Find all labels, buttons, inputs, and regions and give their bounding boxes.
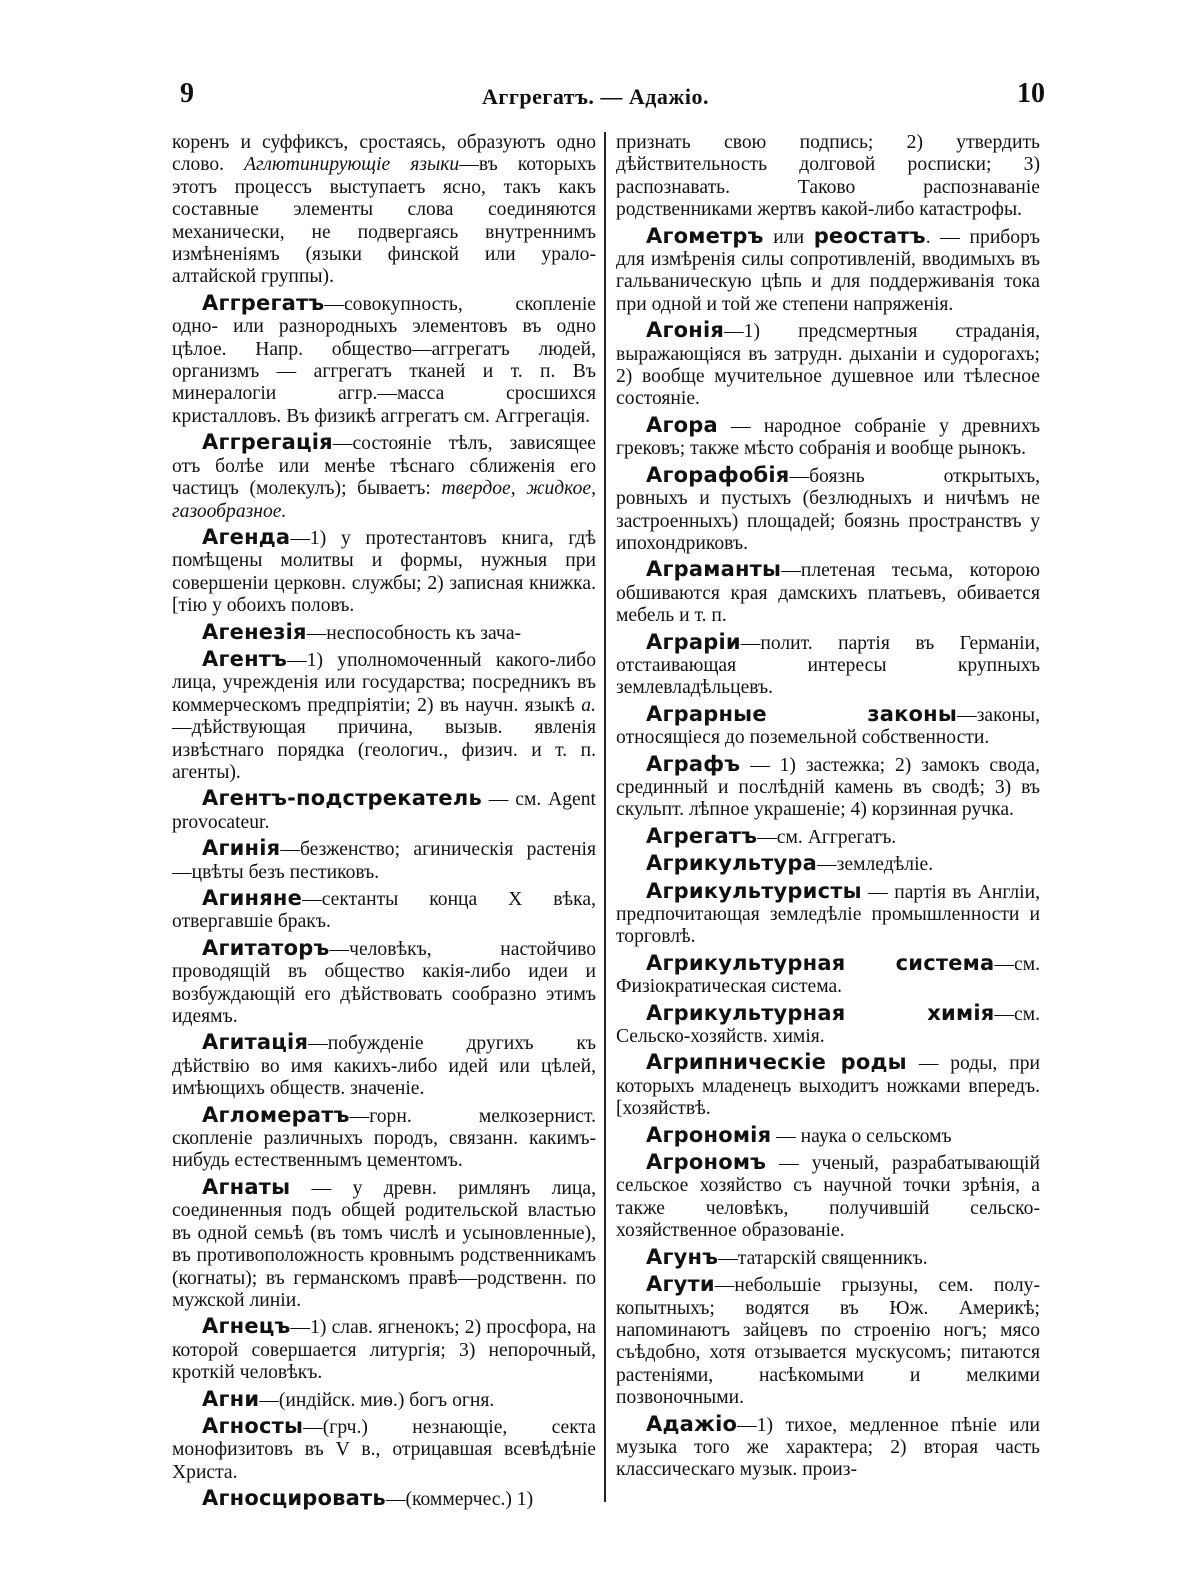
dictionary-entry bbox=[616, 464, 1040, 556]
running-title: Аггрегатъ. — Адажіо. bbox=[481, 84, 709, 109]
intro-rest: —въ которыхъ этотъ процессъ выступаетъ ясно, такъ какъ составные элементы слова соединяются механически, не подвергаясь внутреннимъ измѣненіямъ (языки финской или урало-алтайской группы). bbox=[172, 154, 596, 288]
dictionary-entry bbox=[172, 1176, 596, 1312]
entry-headword: Агнецъ bbox=[202, 1314, 291, 1339]
dictionary-entry bbox=[172, 1487, 596, 1511]
dictionary-entry bbox=[616, 1051, 1040, 1120]
dictionary-entry bbox=[616, 1413, 1040, 1482]
entry-definition: — партія въ Англіи, предпочитающая земледѣліе промышленности и торговлѣ. bbox=[616, 881, 1040, 948]
entry-definition: —плетеная тесьма, которою обшиваются края дамскихъ платьевъ, обивается мебель и т. п. bbox=[616, 560, 1040, 627]
dictionary-entry bbox=[172, 1315, 596, 1384]
entry-headword: Агитація bbox=[202, 1030, 309, 1055]
entry-headword: Агентъ-подстрекатель bbox=[202, 786, 482, 811]
entry-definition: —земледѣліе. bbox=[817, 854, 934, 876]
dictionary-entry bbox=[616, 1246, 1040, 1270]
column-divider bbox=[604, 132, 606, 1502]
entry-definition: — у древн. римлянъ лица, соединенныя подъ общей родительской властью въ одной семьѣ (въ томъ числѣ и усыновленные), въ противоположность кровнымъ родственникамъ (когнаты); въ германскомъ правѣ—родственн. по мужской линіи. bbox=[172, 1177, 596, 1311]
entry-headword: Аграманты bbox=[646, 557, 782, 582]
dictionary-entry bbox=[616, 558, 1040, 627]
entry-headword: Агентъ bbox=[202, 646, 288, 671]
dictionary-entry bbox=[172, 1388, 596, 1412]
dictionary-entry bbox=[616, 1151, 1040, 1243]
entry-headword: Аггрегація bbox=[202, 430, 333, 455]
dictionary-entry bbox=[172, 431, 596, 523]
entry-definition: —человѣкъ, настойчиво проводящій въ общество какія-либо идеи и возбуждающій его дѣйствовать сообразно этимъ идеямъ. bbox=[172, 938, 596, 1028]
intro-text: признать свою подпись; 2) утвердить дѣйствительность долговой росписки; 3) распознавать. Таково распознаваніе родственниками жертвъ какой-либо катастрофы. bbox=[616, 132, 1040, 221]
entry-definition: —побужденіе другихъ къ дѣйствію во имя какихъ-либо идей или цѣлей, имѣющихъ обществ. значеніе. bbox=[172, 1033, 596, 1100]
entry-headword: Агорафобія bbox=[646, 462, 790, 487]
entry-definition: —полит. партія въ Германіи, отстаивающая интересы крупныхъ землевладѣльцевъ. bbox=[616, 632, 1040, 699]
left-column bbox=[172, 132, 596, 1515]
entry-italic: а. bbox=[581, 694, 596, 716]
entry-headword: Аггрегатъ bbox=[202, 290, 325, 315]
entry-headword: Агрегатъ bbox=[646, 823, 758, 848]
dictionary-entry bbox=[172, 887, 596, 934]
entry-definition: —сектанты конца X вѣка, отвергавшіе бракъ. bbox=[172, 889, 596, 933]
dictionary-entry bbox=[616, 825, 1040, 849]
entry-definition: — см. Agent provocateur. bbox=[172, 789, 596, 833]
entry-headword: Агинія bbox=[202, 836, 281, 861]
entry-definition: —боязнь открытыхъ, ровныхъ и пустыхъ (безлюдныхъ и ничѣмъ не застроенныхъ) площадей; боязнь пространствъ у ипохондриковъ. bbox=[616, 465, 1040, 554]
dictionary-entry bbox=[172, 1104, 596, 1173]
entry-definition: —состояніе тѣлъ, зависящее отъ болѣе или менѣе тѣснаго сближенія его частицъ (молекулъ); бываетъ: bbox=[172, 433, 596, 500]
entry-definition: —1) уполномоченный какого-либо лица, учрежденія или государства; посредникъ въ коммерческомъ предпріятіи; 2) въ научн. языкѣ bbox=[172, 649, 596, 716]
entry-headword: Агносты bbox=[202, 1413, 304, 1438]
dictionary-entry bbox=[172, 1031, 596, 1100]
dictionary-entry bbox=[616, 319, 1040, 411]
entry-definition: . — приборъ для измѣренія силы сопротивленій, вводимыхъ въ гальваническую цѣпь и для поддерживанія тока при одной и той же степени напряженія. bbox=[616, 226, 1040, 315]
entry-headword: Агрикультура bbox=[646, 851, 818, 876]
dictionary-entry bbox=[172, 526, 596, 618]
page-number-left: 9 bbox=[180, 78, 194, 109]
entry-headword: Агрономъ bbox=[646, 1150, 767, 1175]
dictionary-entry bbox=[172, 787, 596, 834]
entry-headword: Агносцировать bbox=[202, 1486, 386, 1511]
entry-headword: Адажіо bbox=[646, 1411, 738, 1436]
entry-headword: Агрикультуристы bbox=[646, 878, 862, 903]
entry-headword: Агора bbox=[646, 412, 718, 437]
dictionary-entry bbox=[172, 837, 596, 884]
entry-headword: Агрипническіе роды bbox=[646, 1050, 907, 1075]
continuation-paragraph bbox=[616, 132, 1040, 222]
page-number-right: 10 bbox=[1017, 78, 1045, 109]
entry-definition: —1) предсмертныя страданія, выражающіяся въ затрудн. дыханіи и судорогахъ; 2) вообще мучительное душевное или тѣлесное состояніе. bbox=[616, 321, 1040, 410]
dictionary-entry bbox=[172, 937, 596, 1029]
entry-definition: —(коммерчес.) 1) bbox=[385, 1489, 534, 1511]
entry-headword: Агнаты bbox=[202, 1174, 291, 1199]
entry-headword: Агонія bbox=[646, 318, 725, 343]
dictionary-entry bbox=[172, 292, 596, 428]
entry-definition: —1) у протестантовъ книга, гдѣ помѣщены молитвы и формы, нужныя при совершеніи церковн. службы; 2) записная книжка. [тію у обоихъ половъ. bbox=[172, 527, 596, 617]
entry-headword: Агиняне bbox=[202, 886, 303, 910]
entry-definition: — народное собраніе у древнихъ грековъ; также мѣсто собранія и вообще рынокъ. bbox=[616, 415, 1040, 460]
dictionary-entry bbox=[172, 1415, 596, 1484]
entry-headword: Агитаторъ bbox=[202, 935, 330, 960]
entry-definition: —законы, относящіеся до поземельной собственности. bbox=[616, 704, 1040, 749]
intro-text: коренъ и суффиксъ, сростаясь, образуютъ одно слово. bbox=[172, 132, 596, 176]
entry-definition-cont: —дѣйствующая причина, вызыв. явленія извѣстнаго порядка (геологич., физич. и т. п. агенты). bbox=[172, 717, 596, 783]
dictionary-entry bbox=[616, 1124, 1040, 1148]
intro-italic: Аглютинирующіе языки bbox=[244, 154, 460, 176]
entry-definition: — наука о сельскомъ bbox=[771, 1125, 952, 1147]
entry-definition: —см. Сельско-хозяйств. химія. bbox=[616, 1003, 1040, 1048]
entry-headword: Агрономія bbox=[646, 1122, 772, 1147]
entry-headword: Аграфъ bbox=[646, 751, 741, 776]
entry-headword: Агломератъ bbox=[202, 1102, 350, 1127]
entry-definition: —1) тихое, медленное пѣніе или музыка того же характера; 2) вторая часть классическаго музык. произ- bbox=[616, 1414, 1040, 1481]
entry-italic: твердое, жидкое, газообразное. bbox=[172, 478, 596, 522]
entry-definition: —неспособность къ зача- bbox=[306, 622, 522, 644]
entry-definition: —безженство; агиническія растенія—цвѣты безъ пестиковъ. bbox=[172, 839, 596, 883]
entry-definition: —небольшіе грызуны, сем. полу-копытныхъ; водятся въ Юж. Америкѣ; напоминаютъ зайцевъ по строенію ногъ; мясо съѣдобно, хотя отзывается мускусомъ; питаются растеніями, насѣкомыми и мелкими позвоночными. bbox=[616, 1275, 1040, 1409]
dictionary-entry bbox=[616, 952, 1040, 999]
dictionary-entry bbox=[616, 703, 1040, 750]
dictionary-entry bbox=[616, 631, 1040, 700]
entry-connector: или bbox=[763, 226, 814, 248]
dictionary-entry bbox=[616, 852, 1040, 876]
entry-headword: Агенезія bbox=[202, 619, 307, 644]
dictionary-entry bbox=[172, 648, 596, 784]
right-column bbox=[616, 132, 1040, 1485]
dictionary-entry bbox=[616, 225, 1040, 317]
dictionary-entry bbox=[616, 1273, 1040, 1409]
entry-definition: — роды, при которыхъ младенецъ выходитъ ножками впередъ. [хозяйствѣ. bbox=[616, 1053, 1040, 1120]
page-header bbox=[0, 72, 1191, 112]
dictionary-entry bbox=[172, 621, 596, 645]
entry-definition: —совокупность, скопленіе одно- или разнородныхъ элементовъ въ одно цѣлое. Напр. общество—аггрегатъ людей, организмъ — аггрегатъ тканей и т. п. Въ минералогіи аггр.—масса сросшихся кристалловъ. Въ физикѣ аггрегатъ см. Аггрегація. bbox=[172, 293, 596, 427]
entry-definition: —1) слав. ягненокъ; 2) просфора, на которой совершается литургія; 3) непорочный, кроткій человѣкъ. bbox=[172, 1317, 596, 1384]
entry-headword: Агунъ bbox=[646, 1244, 719, 1269]
dictionary-entry bbox=[616, 753, 1040, 822]
entry-headword: Агути bbox=[646, 1272, 715, 1297]
entry-headword: Аграрные законы bbox=[646, 701, 958, 726]
entry-headword: Агенда bbox=[202, 524, 291, 549]
entry-headword: Агометръ bbox=[646, 223, 764, 248]
continuation-paragraph bbox=[172, 132, 596, 289]
dictionary-entry bbox=[616, 414, 1040, 461]
entry-definition: —(индійск. миѳ.) богъ огня. bbox=[259, 1389, 495, 1411]
entry-definition: —татарскій священникъ. bbox=[718, 1247, 928, 1269]
entry-definition: —(грч.) незнающіе, секта монофизитовъ въ V в., отрицавшая всевѣдѣніе Христа. bbox=[172, 1416, 596, 1483]
entry-headword: Агрикультурная система bbox=[646, 950, 995, 975]
dictionary-entry bbox=[616, 880, 1040, 949]
entry-definition: —горн. мелкозернист. скопленіе различныхъ породъ, связанн. какимъ-нибудь естественнымъ цементомъ. bbox=[172, 1105, 596, 1172]
entry-headword: Агрикультурная химія bbox=[646, 1000, 995, 1025]
dictionary-entry bbox=[616, 1002, 1040, 1049]
entry-headword: Агрaріи bbox=[646, 629, 741, 654]
entry-definition: —см. Физіократическая система. bbox=[616, 953, 1040, 998]
entry-headword-alt: реостатъ bbox=[813, 223, 926, 248]
entry-definition: —см. Аггрегатъ. bbox=[757, 826, 897, 848]
entry-definition: — 1) застежка; 2) замокъ свода, срединный и послѣдній камень въ сводѣ; 3) въ скульпт. лѣпное украшеніе; 4) корзинная ручка. bbox=[616, 754, 1040, 821]
entry-definition: — ученый, разрабатывающій сельское хозяйство съ научной точки зрѣнія, а также человѣкъ, получившій сельско-хозяйственное образованіе. bbox=[616, 1153, 1040, 1242]
entry-headword: Агни bbox=[202, 1386, 260, 1411]
